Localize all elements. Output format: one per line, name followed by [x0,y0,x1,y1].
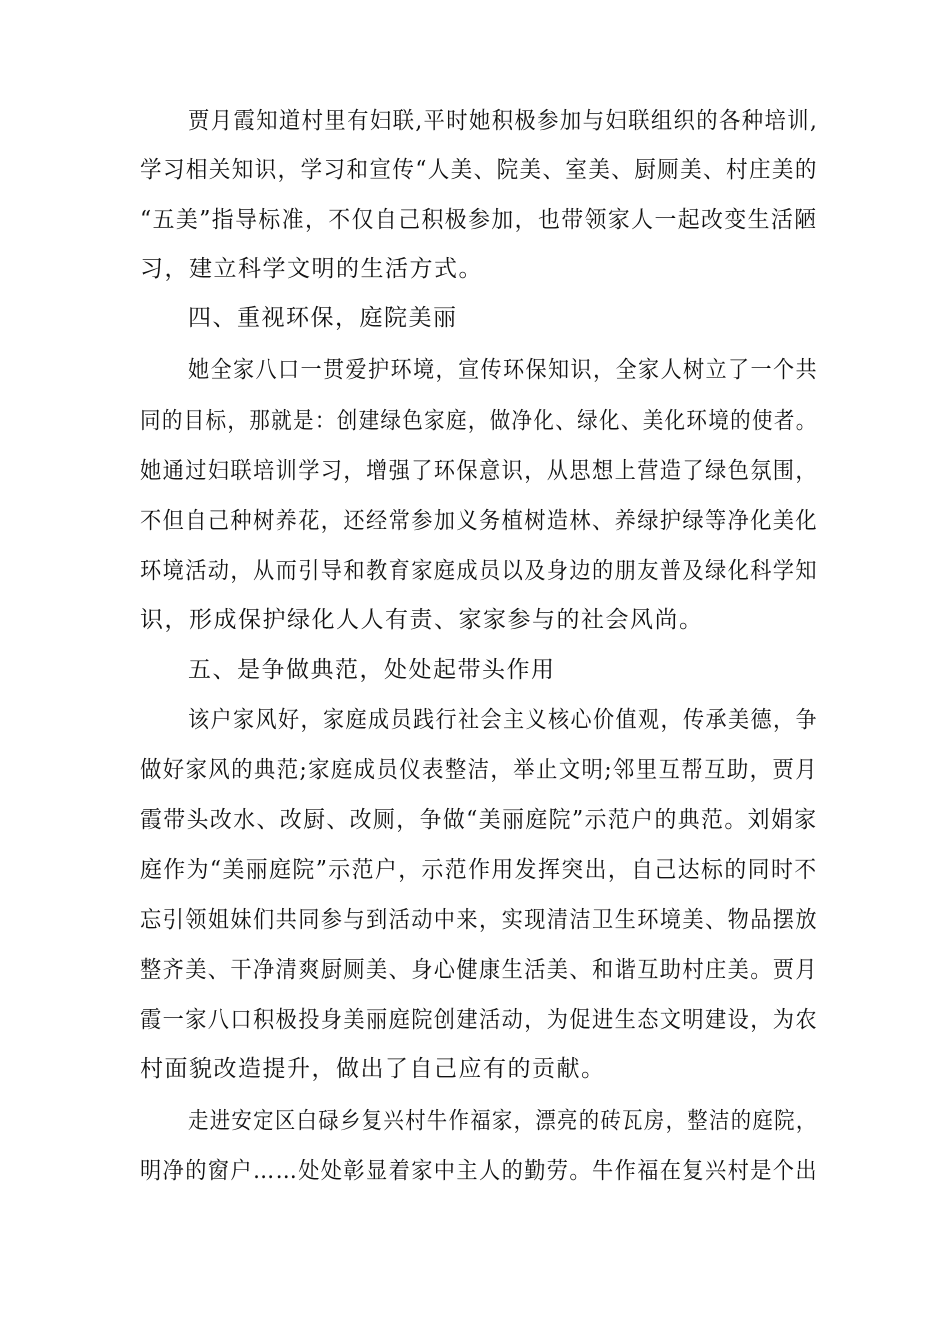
text-line: 做好家风的典范;家庭成员仪表整洁，举止文明;邻里互帮互助，贾月 [140,757,818,783]
text-line: 霞一家八口积极投身美丽庭院创建活动，为促进生态文明建设，为农 [140,1007,818,1033]
text-line: 贾月霞知道村里有妇联,平时她积极参加与妇联组织的各种培训, [188,108,819,134]
text-line: 学习相关知识，学习和宣传“人美、院美、室美、厨厕美、村庄美的 [140,157,818,183]
text-line: 庭作为“美丽庭院”示范户，示范作用发挥突出，自己达标的同时不 [140,857,818,883]
text-line: 走进安定区白碌乡复兴村牛作福家，漂亮的砖瓦房，整洁的庭院， [188,1108,818,1134]
text-line: 整齐美、干净清爽厨厕美、身心健康生活美、和谐互助村庄美。贾月 [140,957,818,983]
text-line: 村面貌改造提升，做出了自己应有的贡献。 [140,1056,606,1082]
text-line: 她全家八口一贯爱护环境，宣传环保知识，全家人树立了一个共 [188,357,818,383]
section-heading: 四、重视环保，庭院美丽 [188,305,458,331]
text-line: 霞带头改水、改厨、改厕，争做“美丽庭院”示范户的典范。刘娟家 [140,807,818,833]
text-line: 明净的窗户……处处彰显着家中主人的勤劳。牛作福在复兴村是个出 [140,1158,818,1184]
text-line: 她通过妇联培训学习，增强了环保意识，从思想上营造了绿色氛围， [140,458,818,484]
text-line: 习，建立科学文明的生活方式。 [140,256,483,282]
text-line: 忘引领姐妹们共同参与到活动中来，实现清洁卫生环境美、物品摆放 [140,907,818,933]
text-line: 该户家风好，家庭成员践行社会主义核心价值观，传承美德，争 [188,707,818,733]
text-line: 不但自己种树养花，还经常参加义务植树造林、养绿护绿等净化美化 [140,508,818,534]
section-heading: 五、是争做典范，处处起带头作用 [188,657,556,683]
text-line: 识，形成保护绿化人人有责、家家参与的社会风尚。 [140,607,704,633]
text-line: 环境活动，从而引导和教育家庭成员以及身边的朋友普及绿化科学知 [140,558,818,584]
text-line: 同的目标，那就是：创建绿色家庭，做净化、绿化、美化环境的使者。 [140,408,818,434]
text-line: “五美”指导标准，不仅自己积极参加，也带领家人一起改变生活陋 [140,207,818,233]
